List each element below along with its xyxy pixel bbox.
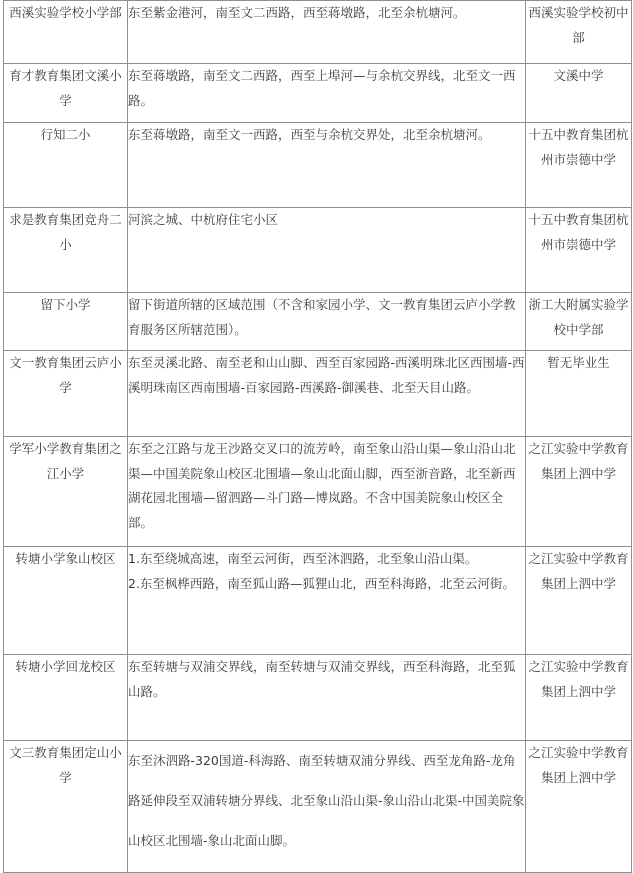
service-area-cell [128, 655, 526, 741]
area-line: 东至转塘与双浦交界线，南至转塘与双浦交界线，西至科海路，北至狐山路。 [128, 659, 516, 699]
area-line: 东至蒋墩路，南至文一西路，西至与余杭交界处，北至余杭塘河。 [128, 127, 491, 142]
middle-school-cell: 之江实验中学教育集团上泗中学 [526, 437, 632, 547]
service-area-cell [128, 1, 526, 64]
middle-school-cell: 西溪实验学校初中部 [526, 1, 632, 64]
table-row [4, 437, 632, 547]
service-area-cell [128, 293, 526, 351]
area-line: 留下街道所辖的区域范围（不含和家园小学、文一教育集团云庐小学教育服务区所辖范围）。 [128, 297, 516, 337]
primary-school-cell: 行知二小 [4, 123, 128, 208]
primary-school-cell: 文三教育集团定山小学 [4, 741, 128, 873]
middle-school-cell: 之江实验中学教育集团上泗中学 [526, 547, 632, 655]
table-row [4, 64, 632, 123]
middle-school-cell: 十五中教育集团杭州市崇德中学 [526, 208, 632, 293]
area-line: 河滨之城、中杭府住宅小区 [128, 212, 279, 227]
table-row [4, 123, 632, 208]
primary-school-cell: 留下小学 [4, 293, 128, 351]
primary-school-cell: 转塘小学回龙校区 [4, 655, 128, 741]
area-line: 东至蒋墩路，南至文二西路，西至上埠河—与余杭交界线，北至文一西路。 [128, 68, 516, 108]
middle-school-cell: 暂无毕业生 [526, 351, 632, 437]
primary-school-cell: 转塘小学象山校区 [4, 547, 128, 655]
area-line: 东至沐泗路-320国道-科海路、南至转塘双浦分界线、西至龙角路-龙角路延伸段至双浦转塘分界线、北至象山沿山渠-象山沿山北渠-中国美院象山校区北围墙-象山北面山脚。 [128, 753, 525, 848]
area-line: 2.东至枫桦西路，南至狐山路—狐狸山北，西至科海路，北至云河街。 [128, 575, 515, 591]
primary-school-cell: 学军小学教育集团之江小学 [4, 437, 128, 547]
table-row [4, 655, 632, 741]
service-area-cell [128, 123, 526, 208]
area-line: 东至之江路与龙王沙路交叉口的流芳岭，南至象山沿山渠—象山沿山北渠—中国美院象山校区北围墙—象山北面山脚，西至浙音路，北至新西湖花园北围墙—留泗路—斗门路—博岚路。不含中国美院象山校区全部。 [128, 441, 516, 530]
service-area-cell [128, 437, 526, 547]
service-area-cell [128, 741, 526, 873]
middle-school-cell: 浙工大附属实验学校中学部 [526, 293, 632, 351]
primary-school-cell: 育才教育集团文溪小学 [4, 64, 128, 123]
school-district-table [3, 0, 632, 873]
area-line: 1.东至绕城高速，南至云河街，西至沐泗路，北至象山沿山渠。 [128, 551, 478, 566]
middle-school-cell: 之江实验中学教育集团上泗中学 [526, 655, 632, 741]
table-row [4, 741, 632, 873]
table-row [4, 293, 632, 351]
service-area-cell [128, 351, 526, 437]
table-row [4, 208, 632, 293]
area-line: 东至紫金港河，南至文二西路，西至蒋墩路，北至余杭塘河。 [128, 5, 466, 20]
service-area-cell [128, 208, 526, 293]
middle-school-cell: 之江实验中学教育集团上泗中学 [526, 741, 632, 873]
table-row [4, 547, 632, 655]
table-row [4, 351, 632, 437]
middle-school-cell: 十五中教育集团杭州市崇德中学 [526, 123, 632, 208]
service-area-cell [128, 64, 526, 123]
area-line: 东至灵溪北路、南至老和山山脚、西至百家园路-西溪明珠北区西围墙-西溪明珠南区西南围墙-百家园路-西溪路-御溪巷、北至天目山路。 [128, 355, 525, 395]
service-area-cell [128, 547, 526, 655]
middle-school-cell: 文溪中学 [526, 64, 632, 123]
primary-school-cell: 文一教育集团云庐小学 [4, 351, 128, 437]
primary-school-cell: 西溪实验学校小学部 [4, 1, 128, 64]
table-row [4, 1, 632, 64]
primary-school-cell: 求是教育集团竞舟二小 [4, 208, 128, 293]
